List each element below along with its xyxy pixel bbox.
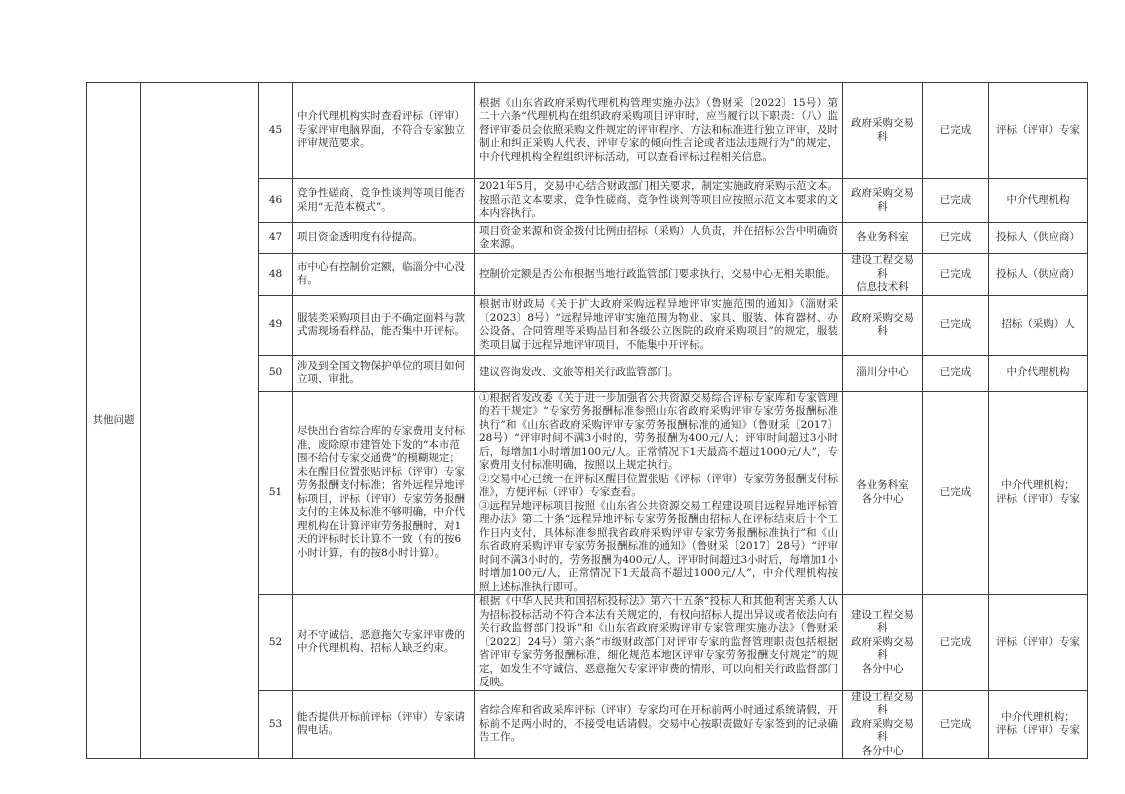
- responsible-dept: 建设工程交易科 政府采购交易科 各分中心: [843, 595, 923, 691]
- issue-text: 尽快出台省综合库的专家费用支付标准，废除原市建管处下发的“本市范围不给付专家交通费”的模糊规定；未在醒目位置张贴评标（评审）专家劳务报酬支付标准；省外远程异地评标项目，评标（评审）专家劳务报酬支付的主体及标准不够明确，中介代理机构在计算评审劳务报酬时，对1天的评标时长计算不一致（有的按6小时计算，有的按8小时计算）。: [293, 391, 475, 595]
- basis-text: 根据《山东省政府采购代理机构管理实施办法》（鲁财采〔2022〕15号）第二十六条“代理机构在组织政府采购项目评审时，应当履行以下职责：（八）监督评审委员会依照采购文件规定的评审程序、方法和标准进行独立评审，及时制止和纠正采购人代表、评审专家的倾向性言论或者违法违规行为”的规定，中介代理机构全程组织评标活动，可以查看评标过程相关信息。: [475, 83, 843, 179]
- responsible-dept: 淄川分中心: [843, 355, 923, 391]
- status-badge: 已完成: [923, 295, 989, 355]
- basis-text: 建议咨询发改、文旅等相关行政监管部门。: [475, 355, 843, 391]
- issue-text: 对不守诚信、恶意拖欠专家评审费的中介代理机构、招标人缺乏约束。: [293, 595, 475, 691]
- row-number: 52: [259, 595, 293, 691]
- category-cell: 其他问题: [87, 83, 141, 759]
- row-number: 45: [259, 83, 293, 179]
- basis-text: 省综合库和省政采库评标（评审）专家均可在开标前两小时通过系统请假，开标前不足两小时的，不接受电话请假。交易中心按职责做好专家签到的记录确告工作。: [475, 690, 843, 759]
- issue-text: 中介代理机构实时查看评标（评审）专家评审电脑界面，不符合专家独立评审规范要求。: [293, 83, 475, 179]
- responsible-dept: 各业务科室: [843, 223, 923, 254]
- basis-text: ①根据省发改委《关于进一步加强省公共资源交易综合评标专家库和专家管理的若干规定》“专家劳务报酬标准参照山东省政府采购评审专家劳务报酬标准执行”和《山东省政府采购评审专家劳务报酬标准的通知》（鲁财采〔2017〕28号）“评审时间不满3小时的，劳务报酬为400元/人；评审时间超过3小时后，每增加1小时增加100元/人。正常情况下1天最高不超过1000元/人”，专家费用支付标准明确，按照以上规定执行。 ②交易中心已统一在评标区醒目位置张贴《评标（评审）专家劳务报酬支付标准》，方便评标（评审）专家查看。 ③远程异地评标项目按照《山东省公共资源交易工程建设项目远程异地评标管理办法》第二十条“远程异地评标专家劳务报酬由招标人在评标结束后十个工作日内支付，具体标准参照我省政府采购评审专家劳务报酬标准执行”和《山东省政府采购评审专家劳务报酬标准的通知》（鲁财采〔2017〕28号）“评审时间不满3小时的，劳务报酬为400元/人，评审时间超过3小时后，每增加1小时增加100元/人，正常情况下1天最高不超过1000元/人”，中介代理机构按照上述标准执行即可。: [475, 391, 843, 595]
- basis-text: 项目资金来源和资金拨付比例由招标（采购）人负责，并在招标公告中明确资金来源。: [475, 223, 843, 254]
- target-group: 中介代理机构: [989, 355, 1088, 391]
- issues-table: [86, 82, 1088, 759]
- basis-text: 2021年5月，交易中心结合财政部门相关要求，制定实施政府采购示范文本。按照示范文本要求，竞争性磋商、竞争性谈判等项目应按照示范文本要求的文本内容执行。: [475, 179, 843, 223]
- row-number: 46: [259, 179, 293, 223]
- issue-text: 能否提供开标前评标（评审）专家请假电话。: [293, 690, 475, 759]
- basis-text: 控制价定额是否公布根据当地行政监管部门要求执行，交易中心无相关职能。: [475, 254, 843, 296]
- responsible-dept: 各业务科室 各分中心: [843, 391, 923, 595]
- target-group: 投标人（供应商）: [989, 254, 1088, 296]
- status-badge: 已完成: [923, 690, 989, 759]
- responsible-dept: 政府采购交易科: [843, 83, 923, 179]
- status-badge: 已完成: [923, 595, 989, 691]
- issue-text: 服装类采购项目由于不确定面料与款式需现场看样品，能否集中开评标。: [293, 295, 475, 355]
- responsible-dept: 建设工程交易科 信息技术科: [843, 254, 923, 296]
- target-group: 中介代理机构； 评标（评审）专家: [989, 690, 1088, 759]
- responsible-dept: 政府采购交易科: [843, 179, 923, 223]
- status-badge: 已完成: [923, 355, 989, 391]
- target-group: 评标（评审）专家: [989, 595, 1088, 691]
- responsible-dept: 建设工程交易科 政府采购交易科 各分中心: [843, 690, 923, 759]
- target-group: 中介代理机构: [989, 179, 1088, 223]
- status-badge: 已完成: [923, 223, 989, 254]
- status-badge: 已完成: [923, 254, 989, 296]
- row-number: 47: [259, 223, 293, 254]
- row-number: 48: [259, 254, 293, 296]
- target-group: 投标人（供应商）: [989, 223, 1088, 254]
- responsible-dept: 政府采购交易科: [843, 295, 923, 355]
- target-group: 评标（评审）专家: [989, 83, 1088, 179]
- table-row: [87, 83, 1088, 179]
- row-number: 51: [259, 391, 293, 595]
- target-group: 中介代理机构； 评标（评审）专家: [989, 391, 1088, 595]
- row-number: 53: [259, 690, 293, 759]
- subcategory-cell: [141, 83, 259, 759]
- status-badge: 已完成: [923, 83, 989, 179]
- row-number: 49: [259, 295, 293, 355]
- status-badge: 已完成: [923, 179, 989, 223]
- basis-text: 根据《中华人民共和国招标投标法》第六十五条“投标人和其他利害关系人认为招标投标活动不符合本法有关规定的，有权向招标人提出异议或者依法向有关行政监督部门投诉”和《山东省政府采购评审专家管理实施办法》（鲁财采〔2022〕24号）第六条“市级财政部门对评审专家的监督管理职责包括根据省评审专家劳务报酬标准，细化规范本地区评审专家劳务报酬支付规定”的规定，如发生不守诚信、恶意拖欠专家评审费的情形，可以向相关行政监督部门反映。: [475, 595, 843, 691]
- basis-text: 根据市财政局《关于扩大政府采购远程异地评审实施范围的通知》（淄财采〔2023〕8号）“远程异地评审实施范围为物业、家具、服装、体育器材、办公设备、合同管理等采购品目和各级公立医院的政府采购项目”的规定，服装类项目属于远程异地评审项目，不能集中开评标。: [475, 295, 843, 355]
- issue-text: 竞争性磋商、竞争性谈判等项目能否采用“无范本模式”。: [293, 179, 475, 223]
- issue-text: 市中心有控制价定额，临淄分中心没有。: [293, 254, 475, 296]
- row-number: 50: [259, 355, 293, 391]
- issue-text: 项目资金透明度有待提高。: [293, 223, 475, 254]
- status-badge: 已完成: [923, 391, 989, 595]
- target-group: 招标（采购）人: [989, 295, 1088, 355]
- issue-text: 涉及到全国文物保护单位的项目如何立项、审批。: [293, 355, 475, 391]
